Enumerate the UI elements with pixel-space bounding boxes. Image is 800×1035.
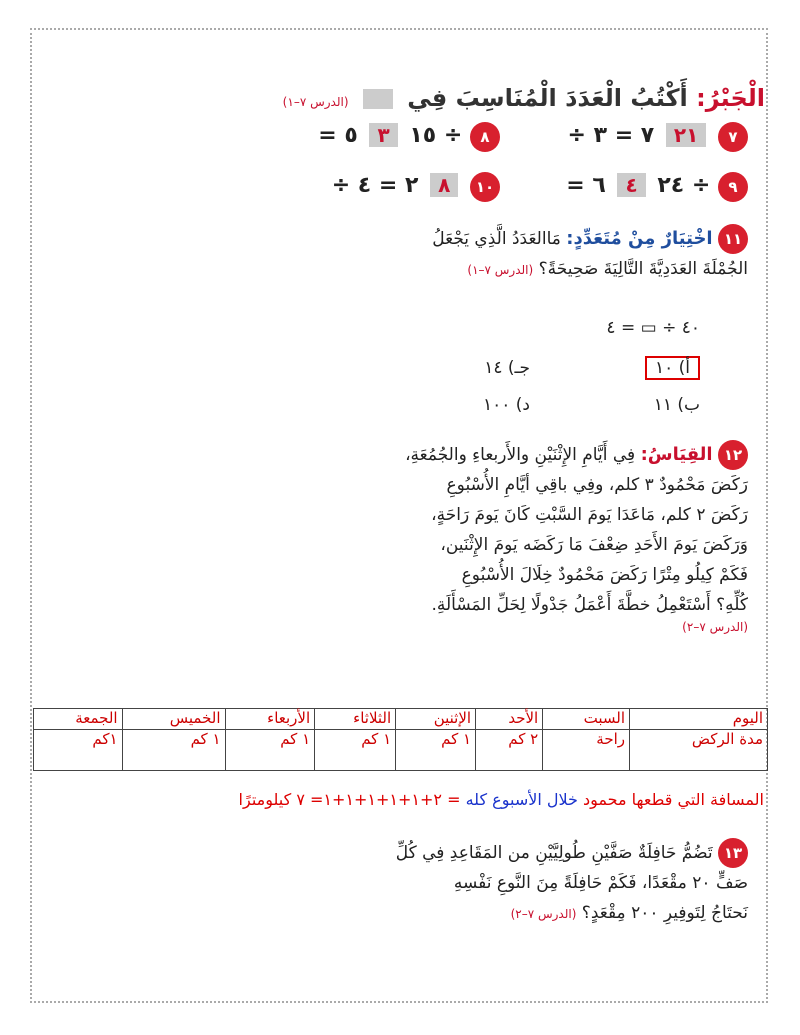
equation-text: ÷ ٢٤ [657,173,711,198]
question-11 [348,224,748,285]
lesson-ref: (الدرس ٧–١) [467,263,534,277]
question-text: صَفٍّ ٢٠ مقْعَدًا، فَكَمْ حَافِلَةً مِنَ النَّوعِ نَفْسِهِ [453,873,748,893]
question-heading: القِيَاسُ: [640,444,713,465]
answer-box: ٢١ [666,123,706,147]
problem-number: ١٢ [718,440,748,470]
option-c[interactable]: جـ) ١٤ [484,358,530,378]
table-cell: اليوم [630,709,768,730]
table-cell: ١ كم [122,730,225,771]
question-text: كُلِّهِ؟ أَسْتَعْمِلُ خطَّةَ أَعْمَلُ جَدْولًا لِحَلِّ المَسْأَلَةِ. [431,595,748,615]
problem-10 [332,172,500,202]
title-keyword: الْجَبْرُ: [696,84,765,112]
table-row [34,730,768,771]
table-cell: الجمعة [34,709,123,730]
problem-number: ٩ [718,172,748,202]
question-text: رَكَضَ ٢ كلم، مَاعَدَا يَومَ السَّبْتِ كَانَ يَومَ رَاحَةٍ، [431,505,748,525]
question-text: فَكَمْ كِيلُو مِتْرًا رَكَضَ مَحْمُودٌ خِلَالَ الأُسْبُوعِ [461,565,748,585]
answer-box: ٤ [617,173,645,197]
problem-7 [568,122,749,152]
table-cell: ١ كم [315,730,396,771]
lesson-ref: (الدرس ٧–١) [282,95,349,109]
summary-text: = ٢+١+١+١+١+١= ٧ كيلومترًا [238,790,461,809]
question-heading: اخْتِيَارٌ مِنْ مُتَعَدِّدٍ: [566,228,713,249]
equation-text: ٦ = [566,173,606,198]
problem-number: ٧ [718,122,748,152]
table-cell: ٢ كم [476,730,543,771]
question-text: فِي أَيَّامِ الإِثْنَيْنِ والأَربعاءِ والجُمُعَةِ، [405,445,636,465]
equation-text: ٥ = [318,123,358,148]
table-cell: ١ كم [396,730,476,771]
problem-number: ١٣ [718,838,748,868]
selected-answer-box: أ) ١٠ [645,356,700,380]
question-text: نَحتَاجُ لِتَوفِيرِ ٢٠٠ مِقْعَدٍ؟ [581,903,748,923]
problem-number: ٨ [470,122,500,152]
equation-text: ٧ = ٣ ÷ [567,123,655,148]
table-cell: الأحد [476,709,543,730]
question-text: وَرَكَضَ يَومَ الأَحَدِ ضِعْفَ مَا رَكَضَه يَومَ الإِثْنَين، [440,535,748,555]
q11-equation: ٤٠ ÷ ▭ = ٤ [606,318,700,338]
table-cell: راحة [543,730,630,771]
section-title [250,84,765,112]
problem-number: ١١ [718,224,748,254]
table-cell: مدة الركض [630,730,768,771]
answer-summary [239,790,764,809]
running-table [33,708,768,771]
option-d[interactable]: د) ١٠٠ [482,395,530,415]
question-12 [328,440,748,634]
problem-8 [318,122,500,152]
question-text: الجُمْلَةَ العَدَدِيَّةَ التَّالِيَةَ صَحِيحَةً؟ [538,259,748,279]
table-cell: ١كم [34,730,123,771]
table-cell: ١ كم [225,730,315,771]
question-text: رَكَضَ مَحْمُودٌ ٣ كلم، وفِي باقِي أيَّامِ الأُسْبُوعِ [446,475,748,495]
question-13 [318,838,748,929]
option-b[interactable]: ب) ١١ [653,395,700,415]
answer-box: ٣ [369,123,397,147]
table-cell: الإثنين [396,709,476,730]
lesson-ref: (الدرس ٧–٢) [682,620,748,634]
title-text: أَكْتُبُ الْعَدَدَ الْمُنَاسِبَ فِي [407,84,688,112]
equation-text: ٢ = ٤ ÷ [331,173,419,198]
table-header-row [34,709,768,730]
equation-text: ÷ ١٥ [409,123,463,148]
blank-box-icon [363,89,393,109]
answer-box: ٨ [430,173,458,197]
table-cell: الخميس [122,709,225,730]
table-cell: السبت [543,709,630,730]
table-cell: الثلاثاء [315,709,396,730]
lesson-ref: (الدرس ٧–٢) [510,907,577,921]
question-text: تَضُمُّ حَافِلَةٌ صَفَّيْنِ طُولِيَّيْنِ من المَقَاعِدِ فِي كُلِّ [395,843,713,863]
table-cell: الأربعاء [225,709,315,730]
summary-text: خلال الأسبوع كله [465,790,578,809]
option-a[interactable] [645,358,700,378]
problem-9 [566,172,748,202]
question-text: مَاالعَدَدُ الَّذِي يَجْعَلُ [432,229,561,249]
problem-number: ١٠ [470,172,500,202]
summary-text: المسافة التي قطعها محمود [583,790,764,809]
